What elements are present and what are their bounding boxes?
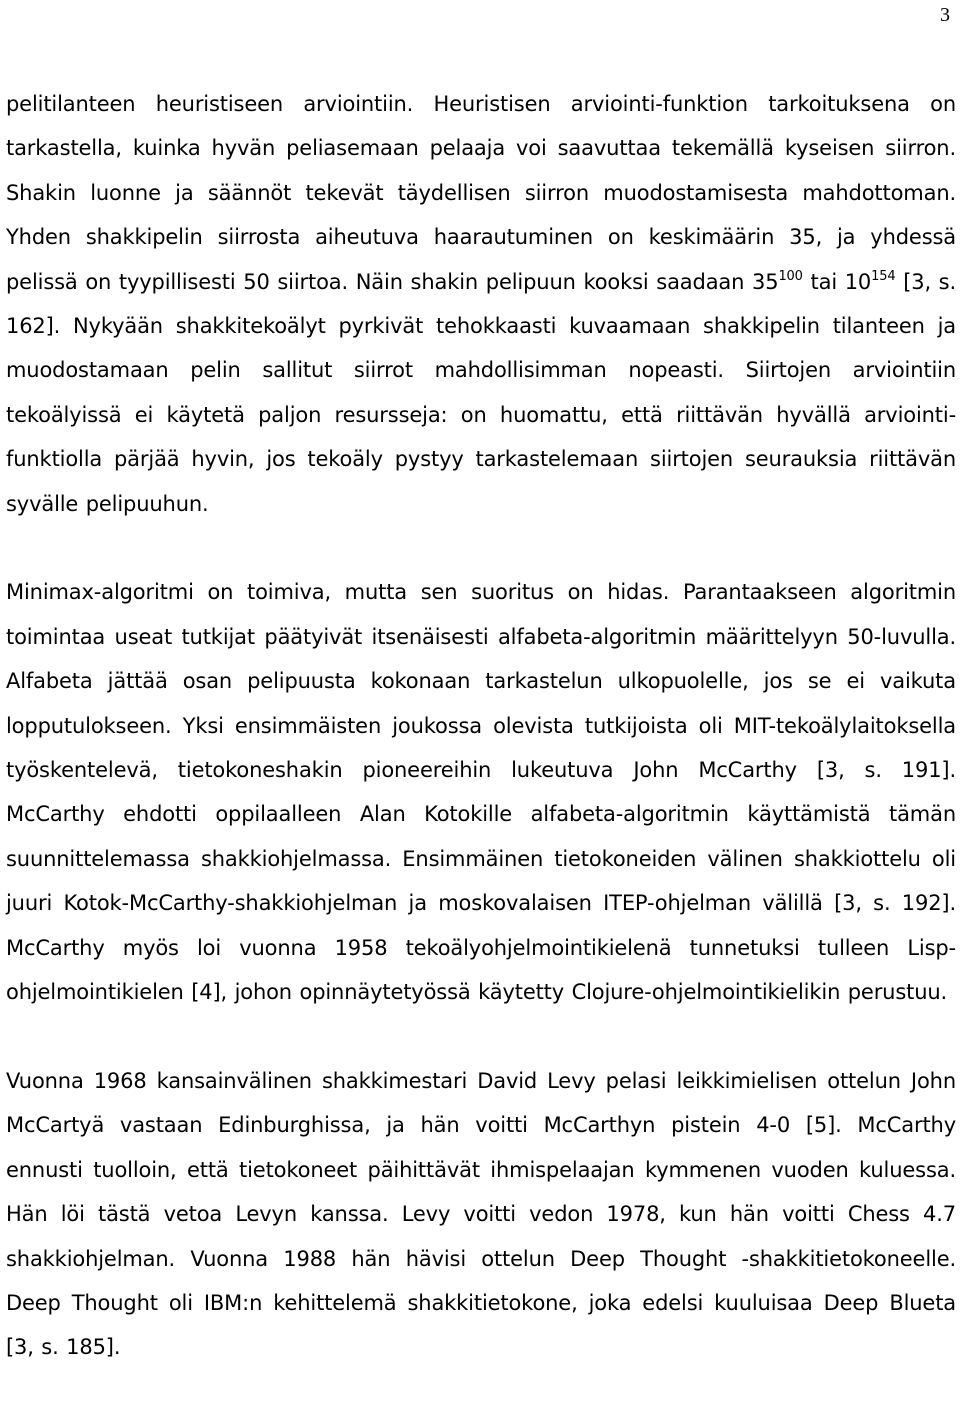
paragraph-levy-bet: Vuonna 1968 kansainvälinen shakkimestari David Levy pelasi leikkimielisen ottelun John McCartyä vastaan Edinburghissa, ja hän voitti McCarthyn pistein 4-0 [5]. McCarthy ennusti tuolloin, että tietokoneet päihittävät ihmispelaajan kymmenen vuoden kuluessa. Hän löi tästä vetoa Levyn kanssa. Levy voitti vedon 1978, kun hän voitti Chess 4.7 shakkiohjelman. Vuonna 1988 hän hävisi ottelun Deep Thought -shakkitietokoneelle. Deep Thought oli IBM:n kehittelemä shakkitietokone, joka edelsi kuuluisaa Deep Blueta [3, s. 185]. — [6, 1068, 956, 1360]
paragraph-text: pelitilanteen heuristiseen arviointiin. Heuristisen arviointi-funktion tarkoituksena on tarkastella, kuinka hyvän peliasemaan pelaaja voi saavuttaa tekemällä kyseisen siirron. Shakin luonne ja säännöt tekevät täydellisen siirron muodostamisesta mahdottoman. Yhden shakkipelin siirrosta aiheutuva haarautuminen on keskimäärin 35, ja yhdessä pelissä on tyypillisesti 50 siirtoa. Näin shakin pelipuun kooksi saadaan 35 — [6, 92, 956, 294]
paragraph-heuristics — [6, 82, 956, 526]
superscript-exponent: 154 — [871, 268, 896, 284]
document-body — [6, 82, 956, 1370]
paragraph-text: [3, s. 162]. Nykyään shakkitekoälyt pyrkivät tehokkaasti kuvaamaan shakkipelin tilanteen ja muodostamaan pelin sallitut siirrot mahdollisimman nopeasti. Siirtojen arviointiin tekoälyissä ei käytetä paljon resursseja: on huomattu, että riittävän hyvällä arviointi-funktiolla pärjää hyvin, jos tekoäly pystyy tarkastelemaan siirtojen seurauksia riittävän syvälle pelipuuhun. — [6, 269, 956, 516]
paragraph-alphabeta: Minimax-algoritmi on toimiva, mutta sen suoritus on hidas. Parantaakseen algoritmin toimintaa useat tutkijat päätyivät itsenäisesti alfabeta-algoritmin määrittelyyn 50-luvulla. Alfabeta jättää osan pelipuusta kokonaan tarkastelun ulkopuolelle, jos se ei vaikuta lopputulokseen. Yksi ensimmäisten joukossa olevista tutkijoista oli MIT-tekoälylaitoksella työskentelevä, tietokoneshakin pioneereihin lukeutuva John McCarthy [3, s. 191]. McCarthy ehdotti oppilaalleen Alan Kotokille alfabeta-algoritmin käyttämistä tämän suunnittelemassa shakkiohjelmassa. Ensimmäinen tietokoneiden välinen shakkiottelu oli juuri Kotok-McCarthy-shakkiohjelman ja moskovalaisen ITEP-ohjelman välillä [3, s. 192]. McCarthy myös loi vuonna 1958 tekoälyohjelmointikielenä tunnetuksi tulleen Lisp-ohjelmointikielen [4], johon opinnäytetyössä käytetty Clojure-ohjelmointikielikin perustuu. — [6, 580, 956, 1005]
page-number: 3 — [940, 4, 950, 26]
paragraph-text: tai 10 — [802, 269, 872, 294]
superscript-exponent: 100 — [778, 268, 803, 284]
